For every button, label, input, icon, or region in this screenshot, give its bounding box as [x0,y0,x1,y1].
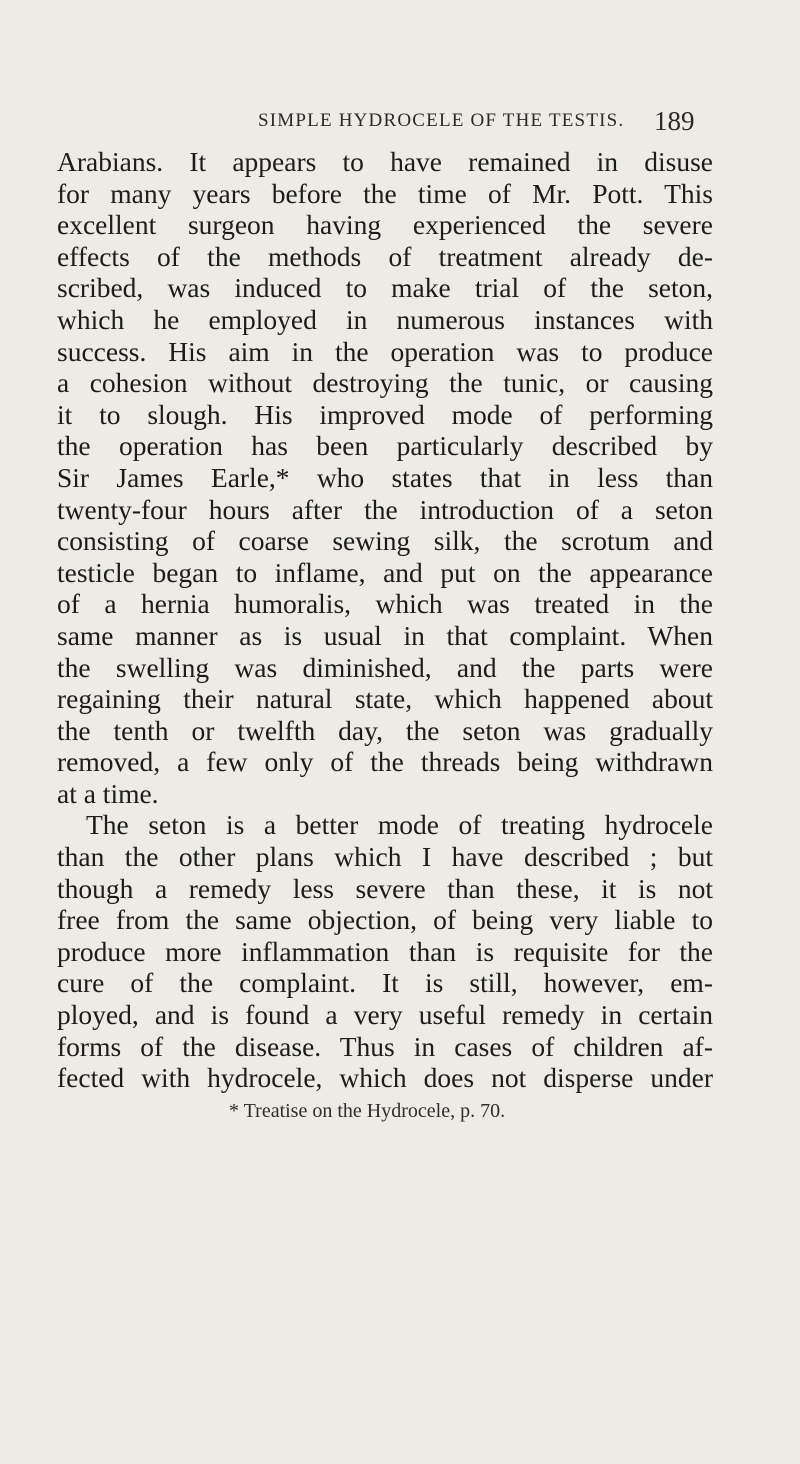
text-line: though a remedy less severe than these, it is not [57,872,713,904]
text-line: Sir James Earle,* who states that in less than [57,461,713,493]
text-line: same manner as is usual in that complaint. When [57,619,713,651]
text-line: ployed, and is found a very useful remedy in certain [57,999,713,1031]
text-line: testicle began to inflame, and put on the appearance [57,556,713,588]
page-number: 189 [654,106,695,136]
text-line: which he employed in numerous instances with [57,303,713,335]
text-line: regaining their natural state, which happened about [57,683,713,715]
text-line: the swelling was diminished, and the parts were [57,651,713,683]
text-line: the tenth or twelfth day, the seton was gradually [57,714,713,746]
footnote: * Treatise on the Hydrocele, p. 70. [229,1100,506,1122]
text-line: free from the same objection, of being very liable to [57,904,713,936]
text-line: fected with hydrocele, which does not disperse under [57,1062,713,1094]
text-line: consisting of coarse sewing silk, the scrotum and [57,525,713,557]
text-line: for many years before the time of Mr. Pott. This [57,177,713,209]
text-line: effects of the methods of treatment already de- [57,240,713,272]
text-line: it to slough. His improved mode of performing [57,398,713,430]
text-line: than the other plans which I have described ; but [57,841,713,873]
text-line: The seton is a better mode of treating hydrocele [86,809,713,841]
text-line: of a hernia humoralis, which was treated in the [57,588,713,620]
text-line: twenty-four hours after the introduction of a seton [57,493,713,525]
text-line: at a time. [57,777,159,809]
text-line: success. His aim in the operation was to produce [57,335,713,367]
body-text [57,146,713,1094]
text-line: forms of the disease. Thus in cases of children af- [57,1030,713,1062]
text-line: a cohesion without destroying the tunic, or causing [57,367,713,399]
text-line: produce more inflammation than is requisite for the [57,935,713,967]
text-line: Arabians. It appears to have remained in disuse [57,146,713,177]
text-line: the operation has been particularly described by [57,430,713,462]
text-line: excellent surgeon having experienced the severe [57,209,713,241]
text-line: cure of the complaint. It is still, however, em- [57,967,713,999]
text-line: removed, a few only of the threads being withdrawn [57,746,713,778]
text-line: scribed, was induced to make trial of the seton, [57,272,713,304]
running-head: SIMPLE HYDROCELE OF THE TESTIS. [258,110,625,131]
